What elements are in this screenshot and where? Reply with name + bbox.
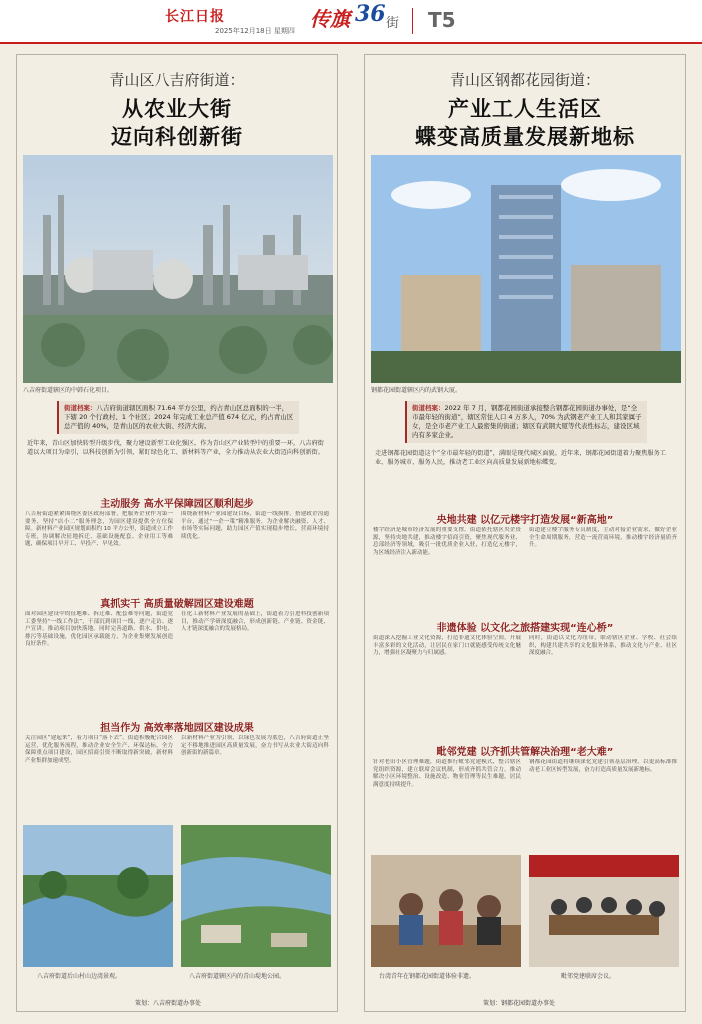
left-article-frame: [16, 54, 338, 1012]
right-info-text: 2022 年 7 月，钢都花园街道承接整合钢都花园街道办事处，是“全市最年轻的街道”，辖区常住人口 4 万多人，70% 为武钢老产业工人和其家属子女，是全市老产业工人最密集的街道；辖区有武钢大厦等代表性标志，建设区域内有多家企业。: [412, 404, 642, 439]
right-article: [356, 48, 694, 1018]
right-photo-caption: 钢都花园街道辖区内的武钢大厦。: [371, 387, 462, 394]
right-text-3b: 钢都花园街道将继续深化党建引领基层治理，以更高标准推动老工业区转型发展，奋力打造高质量发展新地标。: [529, 759, 677, 773]
brand-title: 传旗: [310, 7, 350, 31]
right-bottom-caption-2: 毗邻党建联席会议。: [561, 973, 616, 980]
left-info-label: 街道档案：: [64, 404, 97, 412]
petrochemical-plant-photo: [23, 155, 333, 383]
party-meeting-photo: [529, 855, 679, 967]
right-text-2: 街道深入挖掘工业文化资源，打造非遗文化体验空间，开展丰富多彩的文化活动，让居民在家门口就能感受传统文化魅力，增强社区凝聚力与归属感。: [373, 635, 521, 657]
left-info-text: 八吉府街道辖区面积 71.64 平方公里，约占青山区总面积的一半，下辖 20 个行政村、1 个社区；2024 年完成工业总产值 674 亿元，约占青山区总产值的 40%，是青山区的农业大街、经济大街。: [64, 404, 294, 430]
left-bottom-caption-2: 八吉府街道辖区内的青山堤地公园。: [189, 973, 286, 980]
right-text-3: 针对老旧小区管理难题，街道推行毗邻党建模式，整合辖区党组织资源，建立联席会议机制，形成齐抓共管合力，推动解决小区环境整治、设施改造、物业管理等民生难题，居民满意度持续提升。: [373, 759, 521, 788]
right-article-frame: [364, 54, 686, 1012]
page-number: T5: [428, 8, 456, 32]
left-subhead-2: 真抓实干 高质量破解园区建设难题: [100, 599, 254, 610]
village-landscape-photo: [23, 825, 173, 967]
right-subhead-3: 毗邻党建 以齐抓共管解决治理“老大难”: [436, 747, 614, 758]
right-info-box: [405, 401, 647, 443]
right-footer: 策划：钢都花园街道办事处: [483, 1000, 556, 1007]
left-headline-line1: 从农业大街: [122, 96, 232, 121]
right-text-1b: 街道建立楼宇服务专员制度，主动对接企业需求，做好企业全生命周期服务，营造一流营商环境，推动楼宇经济量质齐升。: [529, 527, 677, 549]
right-subhead-2: 非遗体验 以文化之旅搭建实现“连心桥”: [436, 623, 614, 634]
brand-number: 36: [355, 1, 386, 27]
right-headline-line2: 蝶变高质量发展新地标: [415, 124, 635, 149]
left-text-1b: 围绕新材料产业园建设目标，街道一线摸排，搭建政企沟通平台，通过“一企一策”精准服务，为企业解决融资、人才、市场等实际问题，助力园区产值实现稳步增长，营商环境持续优化。: [181, 511, 329, 540]
left-text-3: 关注园区“建起来”，着力项目“落下去”。街道积极配合园区运营，优化服务流程，推动企业安全生产、环保达标，全力保障重点项目建设，园区招商引资不断取得新突破，新材料产业集群加速成型。: [25, 735, 173, 764]
left-lead: 近年来，青山区加快转型升级步伐，聚力建设新型工业化强区。作为青山区产业转型中的重要一环，八吉府街道以大项目为牵引，以科技创新为引领，紧盯绿色化工、新材料等产业，全力推动从农业大街迈向科创新街。: [27, 440, 324, 456]
heritage-experience-photo: [371, 855, 521, 967]
masthead: [0, 0, 702, 44]
right-lead: 走进钢都花园街道这个“全市最年轻的街道”，满眼是现代城区面貌。近年来，钢都花园街道着力聚焦服务工业、服务城市、服务人民，推动老工业区向高质量发展新地标蝶变。: [375, 450, 666, 466]
newspaper-logo: 长江日报: [165, 9, 225, 25]
left-text-2: 面对园区建设中的征地难、拆迁难、配套难等问题，街道党工委坚持“一线工作法”，干部沉到项目一线，逐户走访、逐户宣讲，推动项目加快落地。同时完善道路、供水、供电、排污等基础设施，优化园区承载能力，为企业集聚发展创造良好条件。: [25, 611, 173, 648]
left-text-1: 八吉府街道紧紧围绕区委区政府部署，把服务企业作为第一要务，坚持“店小二”服务理念，为园区建设提供全方位保障。新材料产业园区规划面积约 10 平方公里，街道成立工作专班，协调解决征地拆迁、基础设施配套、企业用工等难题，确保项目早开工、早投产、早见效。: [25, 511, 173, 548]
right-text-1: 楼宇经济是城市经济发展的重要支撑。街道依托辖区央企资源，坚持央地共建，推动楼宇招商引资，聚焦现代服务业、总部经济等领域，吸引一批优质企业入驻，打造亿元楼宇，为区域经济注入新动能。: [373, 527, 521, 556]
issue-date: 2025年12月18日 星期四: [215, 27, 295, 35]
right-headline-line1: 产业工人生活区: [448, 96, 602, 121]
divider: [412, 8, 413, 34]
right-bottom-caption-1: 台湾青年在钢都花园街道体验非遗。: [379, 973, 476, 980]
left-text-3b: 以新材料产业为引领，以绿色发展为底色，八吉府街道正坚定不移地推进园区高质量发展，奋力书写从农业大街迈向科创新街的新篇章。: [181, 735, 329, 757]
left-photo-caption: 八吉府街道辖区的中韩石化项目。: [23, 387, 114, 394]
left-subhead-1: 主动服务 高水平保障园区顺利起步: [100, 499, 254, 510]
left-article: [8, 48, 346, 1018]
left-info-box: [57, 401, 299, 434]
park-aerial-photo: [181, 825, 331, 967]
left-subhead-3: 担当作为 高效率落地园区建设成果: [100, 723, 254, 734]
right-subhead-1: 央地共建 以亿元楼宇打造发展“新高地”: [436, 515, 614, 526]
left-headline-line2: 迈向科创新街: [111, 124, 243, 149]
brand-suffix: 街: [386, 16, 400, 31]
left-text-2b: 在化工新材料产业发展的基础上，街道着力引进科技创新项目，推动产学研深度融合，形成创新链、产业链、资金链、人才链深度融合的发展格局。: [181, 611, 329, 633]
left-footer: 策划：八吉府街道办事处: [135, 1000, 202, 1007]
right-info-label: 街道档案：: [412, 404, 445, 412]
left-bottom-caption-1: 八吉府街道后山村山边湾景观。: [37, 973, 122, 980]
wisco-tower-photo: [371, 155, 681, 383]
right-text-2b: 同时，街道以文化为纽带，联动辖区企业、学校、社会组织，构建共建共享的文化服务体系，推动文化与产业、社区深度融合。: [529, 635, 677, 657]
left-kicker: 青山区八吉府街道：: [109, 71, 245, 89]
right-kicker: 青山区钢都花园街道：: [449, 71, 600, 89]
